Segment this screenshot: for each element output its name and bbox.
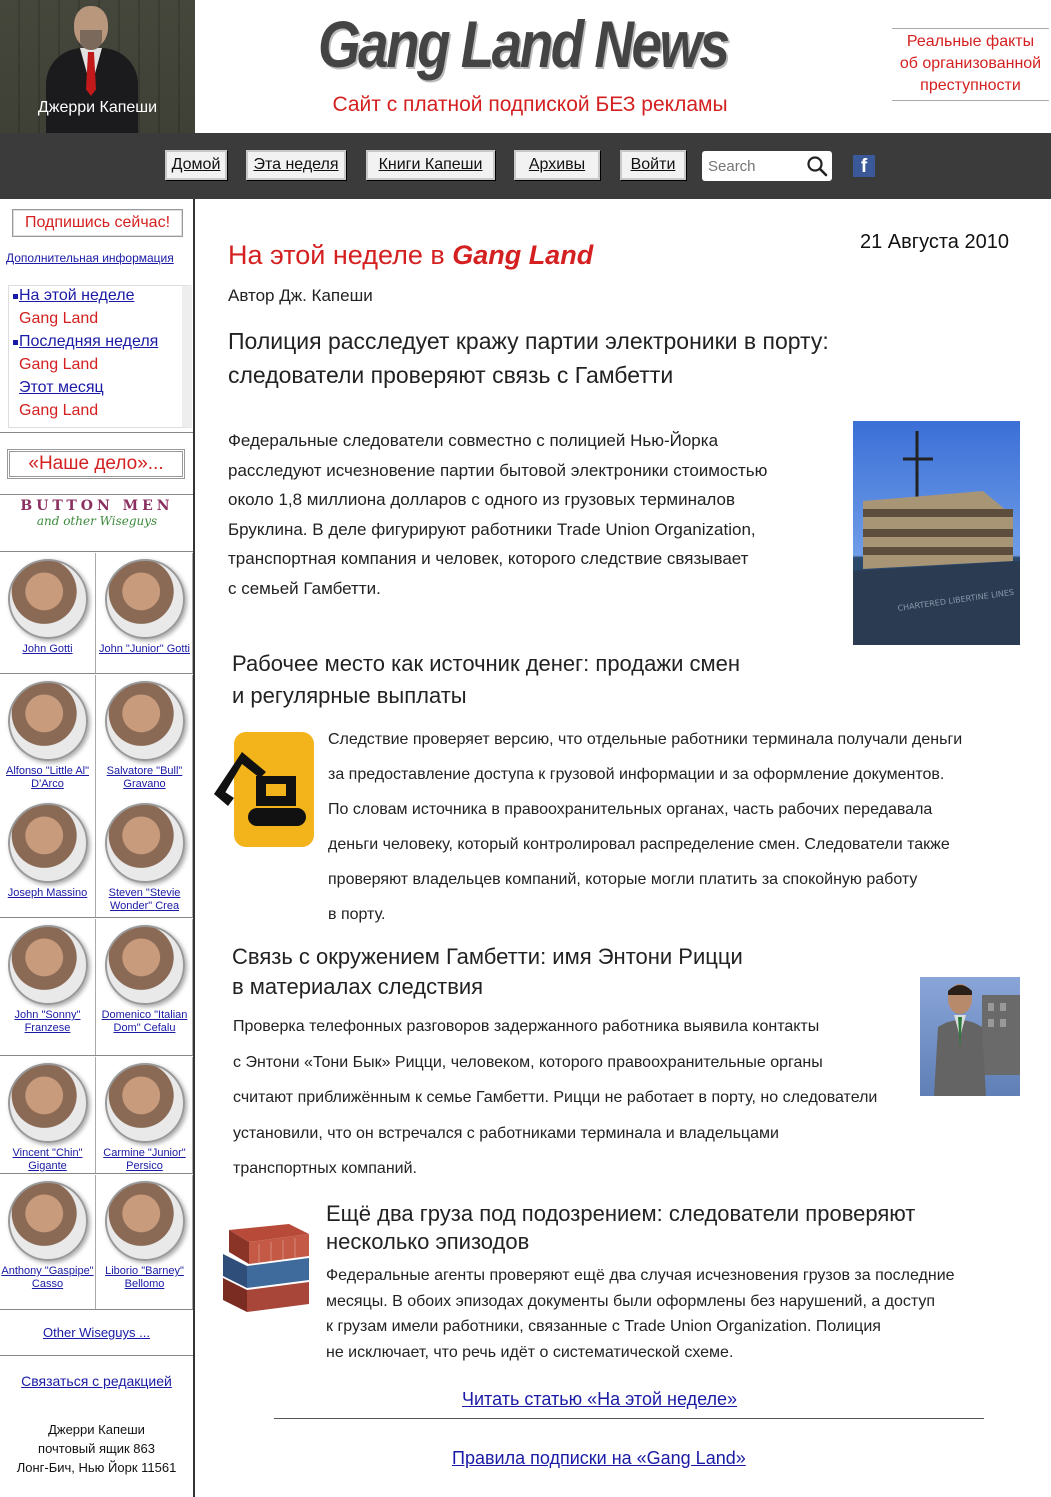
suspect-image — [920, 977, 1020, 1096]
mobster-photo — [8, 803, 88, 883]
facts-line: об организованной — [899, 55, 1042, 72]
byline: Автор Дж. Капеши — [228, 286, 373, 305]
bullet-icon — [13, 294, 18, 299]
mobster-photo — [105, 1063, 185, 1143]
article-date: 21 Августа 2010 — [860, 231, 1009, 253]
site-header — [0, 0, 1051, 133]
mobster-photo — [8, 681, 88, 761]
mobster-card[interactable] — [0, 675, 96, 797]
paragraph-line: Следствие проверяет версию, что отдельные работники терминала получали деньги — [328, 731, 963, 748]
paragraph-line: Проверка телефонных разговоров задержанного работника выявила контакты — [233, 1018, 820, 1035]
search-icon[interactable] — [806, 155, 828, 177]
mobster-card[interactable] — [97, 1175, 193, 1309]
heading-line: Ещё два груза под подозрением: следователи проверяют — [326, 1201, 916, 1226]
mobster-photo — [105, 681, 185, 761]
paragraph-intro — [228, 426, 838, 603]
paragraph-line: расследуют исчезновение партии бытовой электроники стоимостью — [228, 460, 768, 480]
mobster-card[interactable] — [0, 1057, 96, 1173]
heading-line: несколько эпизодов — [326, 1229, 530, 1254]
mobster-photo — [8, 925, 88, 1005]
header-portrait — [0, 0, 195, 133]
mobster-name[interactable]: Anthony "Gaspipe" Casso — [1, 1265, 94, 1290]
mobster-card[interactable] — [0, 1175, 96, 1309]
mobster-name[interactable]: John Gotti — [22, 643, 73, 655]
mobster-photo — [105, 925, 185, 1005]
mobster-name[interactable]: Carmine "Junior" Persico — [103, 1147, 186, 1172]
subscription-rules-link[interactable]: Правила подписки на «Gang Land» — [452, 1448, 746, 1468]
mobster-photo — [105, 1181, 185, 1261]
sidebar-item-gang-land[interactable]: Gang Land — [19, 310, 99, 327]
sidebar-item-gang-land[interactable]: Gang Land — [19, 402, 99, 419]
search-input[interactable] — [708, 155, 804, 177]
sidebar-divider — [0, 432, 193, 433]
contact-editors-link[interactable]: Связаться с редакцией — [21, 1373, 172, 1389]
other-wiseguys-link[interactable]: Other Wiseguys ... — [43, 1325, 150, 1340]
mobster-photo — [8, 1063, 88, 1143]
our-case-button[interactable]: «Наше дело»... — [7, 449, 185, 479]
paragraph-line: установили, что он встречался с работниками терминала и владельцами — [233, 1124, 779, 1142]
page-title — [228, 240, 593, 271]
mobster-name[interactable]: Vincent "Chin" Gigante — [12, 1147, 83, 1172]
paragraph-line: к грузам имели работники, связанные с Trade Union Organization. Полиция — [326, 1318, 881, 1335]
site-tagline: Сайт с платной подпиской БЕЗ рекламы — [332, 93, 728, 116]
sidebar-archive-list — [8, 285, 192, 428]
mobster-photo — [8, 1181, 88, 1261]
heading-line: в материалах следствия — [232, 974, 484, 999]
section-heading-gambetti — [232, 942, 832, 1002]
content-divider — [274, 1418, 984, 1419]
page-title-emph: Gang Land — [452, 240, 594, 270]
sidebar-divider — [0, 673, 193, 674]
sidebar-item-this-week[interactable]: На этой неделе — [19, 287, 135, 304]
excavator-icon — [212, 732, 314, 847]
facts-line: преступности — [920, 77, 1021, 94]
mobster-card[interactable] — [97, 553, 193, 673]
facts-line: Реальные факты — [906, 33, 1035, 50]
paragraph-line: деньги человеку, который контролировал распределение смен. Следователи также — [328, 836, 950, 853]
nav-home-button[interactable]: Домой — [165, 150, 227, 180]
mobster-card[interactable] — [97, 1057, 193, 1173]
nav-archives-button[interactable]: Архивы — [514, 150, 600, 180]
mobster-name[interactable]: Joseph Massino — [7, 887, 88, 899]
mailing-address — [0, 1420, 193, 1477]
mobster-name[interactable]: Salvatore "Bull" Gravano — [106, 765, 183, 790]
paragraph-line: месяцы. В обоих эпизодах документы были оформлены без нарушений, а доступ — [326, 1292, 936, 1310]
button-men-subtitle: and other Wiseguys — [36, 514, 158, 528]
paragraph-line: считают приближённым к семье Гамбетти. Рицци не работает в порту, но следователи — [233, 1089, 878, 1106]
portrait-caption: Джерри Капеши — [37, 99, 158, 116]
bullet-icon — [13, 340, 18, 345]
mobster-card[interactable] — [97, 675, 193, 797]
address-line: Лонг-Бич, Нью Йорк 11561 — [16, 1460, 177, 1475]
nav-login-button[interactable]: Войти — [620, 150, 686, 180]
mobster-photo — [8, 559, 88, 639]
subscribe-button[interactable]: Подпишись сейчас! — [12, 209, 183, 237]
paragraph-line: транспортная компания и человек, которого следствие связывает — [228, 549, 749, 568]
paragraph-line: Федеральные агенты проверяют ещё два случая исчезновения грузов за последние — [326, 1267, 955, 1284]
section-heading-workplace — [232, 648, 832, 712]
mobster-card[interactable] — [0, 553, 96, 673]
sidebar-divider — [0, 1055, 193, 1056]
paragraph-line: с Энтони «Тони Бык» Рицци, человеком, которого правоохранительные органы — [233, 1053, 823, 1071]
heading-line: и регулярные выплаты — [232, 683, 467, 708]
page-title-prefix: На этой неделе в — [228, 240, 453, 270]
paragraph-line: проверяют владельцев компаний, которые могли платить за спокойную работу — [328, 871, 918, 888]
facts-box — [892, 28, 1049, 101]
site-logo[interactable]: Gang Land News — [318, 7, 728, 81]
search-box — [702, 151, 832, 181]
paragraph-line: в порту. — [328, 906, 386, 923]
sidebar-item-last-week[interactable]: Последняя неделя — [19, 333, 159, 350]
heading-line: Связь с окружением Гамбетти: имя Энтони Рицци — [232, 944, 743, 969]
button-men-logo[interactable] — [4, 498, 190, 548]
mobster-name[interactable]: Steven "Stevie Wonder" Crea — [108, 887, 181, 912]
address-line: почтовый ящик 863 — [38, 1441, 155, 1456]
ship-label: CHARTERED LIBERTINE LINES — [897, 587, 1015, 613]
mobster-card[interactable] — [97, 919, 193, 1055]
paragraph-line: По словам источника в правоохранительных органах, часть рабочих передавала — [328, 801, 933, 818]
sidebar-divider — [0, 494, 193, 495]
sidebar-divider — [0, 1355, 193, 1356]
mobster-card[interactable] — [0, 919, 96, 1055]
paragraph-gambetti — [233, 1009, 913, 1187]
heading-line: Рабочее место как источник денег: продажи смен — [232, 651, 741, 676]
paragraph-line: с семьей Гамбетти. — [228, 578, 381, 598]
mobster-name[interactable]: John "Junior" Gotti — [99, 643, 190, 655]
mobster-name[interactable]: Alfonso "Little Al" D'Arco — [5, 765, 90, 790]
ship-image — [853, 421, 1020, 645]
address-line: Джерри Капеши — [48, 1422, 145, 1437]
nav-books-button[interactable]: Книги Капеши — [366, 150, 495, 180]
read-article-link[interactable]: Читать статью «На этой неделе» — [462, 1389, 738, 1409]
mobster-name[interactable]: Liborio "Barney" Bellomo — [105, 1265, 184, 1290]
section-heading-shipments — [326, 1200, 986, 1256]
sidebar-divider — [0, 1309, 193, 1310]
mobster-name[interactable]: Domenico "Italian Dom" Cefalu — [101, 1009, 188, 1034]
facebook-icon[interactable]: f — [853, 155, 875, 177]
sidebar-item-this-month[interactable]: Этот месяц — [19, 379, 104, 396]
sidebar-divider — [0, 551, 193, 552]
more-info-link[interactable]: Дополнительная информация — [6, 251, 174, 265]
paragraph-line: Бруклина. В деле фигурируют работники Trade Union Organization, — [228, 519, 756, 539]
mobster-photo — [105, 559, 185, 639]
mobster-photo — [105, 803, 185, 883]
paragraph-line: не исключает, что речь идёт о систематической схеме. — [326, 1343, 734, 1361]
sidebar-divider — [0, 1173, 193, 1174]
sidebar-item-gang-land[interactable]: Gang Land — [19, 356, 99, 373]
paragraph-line: транспортных компаний. — [233, 1160, 417, 1177]
paragraph-line: за предоставление доступа к грузовой информации и за оформление документов. — [328, 766, 945, 783]
mobster-name[interactable]: John "Sonny" Franzese — [14, 1009, 81, 1034]
paragraph-shipments — [326, 1263, 1006, 1365]
mobster-card[interactable] — [97, 797, 193, 917]
paragraph-line: Федеральные следователи совместно с полицией Нью-Йорка — [228, 431, 719, 450]
mobster-card[interactable] — [0, 797, 96, 917]
paragraph-line: около 1,8 миллиона долларов с одного из грузовых терминалов — [228, 490, 736, 509]
paragraph-workplace — [328, 722, 1008, 932]
containers-image — [219, 1220, 312, 1316]
nav-this-week-button[interactable]: Эта неделя — [246, 150, 346, 180]
article-headline: Полиция расследует кражу партии электроники в порту: следователи проверяют связь с Гамбетти — [228, 328, 829, 388]
ship-illustration — [853, 421, 1020, 645]
sidebar-divider — [0, 917, 193, 918]
button-men-title: BUTTON MEN — [20, 498, 174, 514]
